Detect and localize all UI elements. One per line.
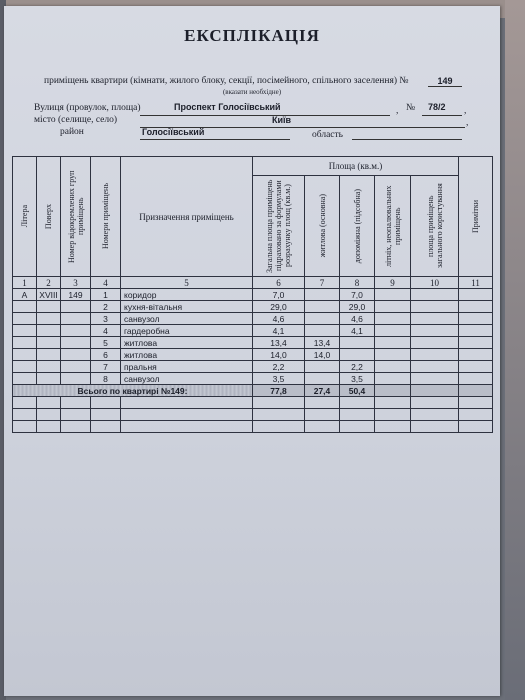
table-row	[13, 349, 493, 361]
cell-no: 6	[91, 349, 121, 361]
cell-purpose: коридор	[121, 289, 253, 301]
column-number-row	[13, 277, 493, 289]
cell-living	[305, 301, 340, 313]
table-row	[13, 337, 493, 349]
cell-empty	[459, 373, 493, 385]
cell-purpose: житлова	[121, 337, 253, 349]
cell-floor	[37, 337, 61, 349]
table-row	[13, 325, 493, 337]
column-header-purpose: Призначення приміщень	[121, 157, 253, 277]
cell-purpose: пральня	[121, 361, 253, 373]
cell-no: 5	[91, 337, 121, 349]
cell-group	[61, 349, 91, 361]
region-label: область	[312, 130, 344, 140]
cell-litera	[13, 337, 37, 349]
column-header-common: площа приміщень загального користування	[411, 176, 459, 277]
cell-no: 8	[91, 373, 121, 385]
table-row	[13, 301, 493, 313]
empty-row	[13, 409, 493, 421]
total-living: 27,4	[305, 385, 340, 397]
column-header-room-number: Номери приміщень	[91, 157, 121, 277]
street-value: Проспект Голосіївський	[174, 102, 281, 112]
cell-no: 4	[91, 325, 121, 337]
column-number: 6	[253, 277, 305, 289]
cell-litera	[13, 373, 37, 385]
street-underline	[140, 115, 390, 116]
column-header-summer: літніх, неопалювальних приміщень	[375, 176, 411, 277]
column-header-auxiliary: допоміжна (підсобна)	[340, 176, 375, 277]
cell-floor	[37, 301, 61, 313]
region-underline	[352, 139, 462, 140]
street-label: Вулиця (провулок, площа)	[34, 103, 141, 113]
empty-row	[13, 397, 493, 409]
cell-floor	[37, 349, 61, 361]
cell-empty	[411, 289, 459, 301]
city-value: Київ	[272, 115, 292, 125]
cell-empty	[459, 289, 493, 301]
cell-aux: 3,5	[340, 373, 375, 385]
district-underline	[140, 139, 290, 140]
table-row	[13, 289, 493, 301]
cell-purpose: гардеробна	[121, 325, 253, 337]
cell-group	[61, 361, 91, 373]
cell-aux: 4,6	[340, 313, 375, 325]
cell-empty	[411, 313, 459, 325]
cell-floor: XVIII	[37, 289, 61, 301]
cell-no: 3	[91, 313, 121, 325]
cell-litera	[13, 301, 37, 313]
cell-litera: А	[13, 289, 37, 301]
total-label: Всього по квартирі №149:	[13, 385, 253, 397]
cell-living	[305, 361, 340, 373]
cell-litera	[13, 349, 37, 361]
cell-no: 7	[91, 361, 121, 373]
cell-empty	[375, 373, 411, 385]
cell-empty	[411, 349, 459, 361]
cell-aux: 29,0	[340, 301, 375, 313]
column-number: 7	[305, 277, 340, 289]
building-underline	[422, 115, 462, 116]
document-title: ЕКСПЛІКАЦІЯ	[184, 26, 320, 45]
cell-empty	[411, 361, 459, 373]
column-number: 1	[13, 277, 37, 289]
column-number: 5	[121, 277, 253, 289]
cell-empty	[459, 301, 493, 313]
column-number: 8	[340, 277, 375, 289]
cell-group	[61, 325, 91, 337]
cell-empty	[459, 325, 493, 337]
cell-floor	[37, 361, 61, 373]
cell-litera	[13, 313, 37, 325]
table-row	[13, 361, 493, 373]
cell-aux	[340, 337, 375, 349]
cell-empty	[459, 361, 493, 373]
cell-group	[61, 337, 91, 349]
premises-line: приміщень квартири (кімнати, жилого блоку, секції, посімейного, спільного заселення) №	[44, 76, 409, 86]
cell-living: 13,4	[305, 337, 340, 349]
cell-total: 14,0	[253, 349, 305, 361]
cell-empty	[375, 289, 411, 301]
cell-aux: 4,1	[340, 325, 375, 337]
explication-table	[12, 156, 493, 433]
table-row	[13, 373, 493, 385]
cell-group	[61, 313, 91, 325]
cell-empty	[375, 337, 411, 349]
cell-floor	[37, 373, 61, 385]
cell-purpose: кухня-вітальня	[121, 301, 253, 313]
cell-aux	[340, 349, 375, 361]
cell-no: 2	[91, 301, 121, 313]
column-number: 2	[37, 277, 61, 289]
cell-total: 7,0	[253, 289, 305, 301]
cell-no: 1	[91, 289, 121, 301]
empty-row	[13, 421, 493, 433]
cell-total: 3,5	[253, 373, 305, 385]
cell-purpose: санвузол	[121, 373, 253, 385]
column-header-litera: Літера	[13, 157, 37, 277]
cell-empty	[411, 301, 459, 313]
cell-total: 4,6	[253, 313, 305, 325]
table-row	[13, 313, 493, 325]
hint-text: (вказати необхідне)	[222, 88, 282, 96]
cell-group	[61, 301, 91, 313]
cell-total: 4,1	[253, 325, 305, 337]
column-header-floor: Поверх	[37, 157, 61, 277]
cell-empty	[375, 301, 411, 313]
column-header-living: житлова (основна)	[305, 176, 340, 277]
cell-empty	[375, 313, 411, 325]
cell-floor	[37, 313, 61, 325]
cell-living	[305, 325, 340, 337]
apartment-number: 149	[428, 76, 462, 87]
area-group-header: Площа (кв.м.)	[253, 157, 459, 176]
district-value: Голосіївський	[142, 127, 205, 137]
cell-living	[305, 313, 340, 325]
cell-group	[61, 373, 91, 385]
cell-litera	[13, 361, 37, 373]
cell-empty	[459, 337, 493, 349]
cell-purpose: санвузол	[121, 313, 253, 325]
cell-total: 29,0	[253, 301, 305, 313]
cell-empty	[375, 325, 411, 337]
cell-empty	[375, 361, 411, 373]
cell-empty	[459, 349, 493, 361]
cell-empty	[375, 349, 411, 361]
district-label: район	[60, 127, 84, 137]
building-label: №	[406, 103, 416, 113]
column-header-total-area: Загальна площа приміщень підраховано за формулами розрахунку площ (кв.м.)	[253, 176, 305, 277]
column-number: 3	[61, 277, 91, 289]
cell-empty	[411, 337, 459, 349]
cell-living	[305, 289, 340, 301]
building-value: 78/2	[428, 102, 446, 112]
column-number: 4	[91, 277, 121, 289]
document-page: ЕКСПЛІКАЦІЯ приміщень квартири (кімнати, жилого блоку, секції, посімейного, спільного заселення) № 149 (вказати необхідне) Вулиця (провулок, площа) Проспект Голосіївський , № 78/2 , місто (селище, село) Київ , район Голосіївський область Літера Поверх Номер відокремлених груп приміщень Номери приміщень Призначення приміщень Площа (кв.м.) Примітки Загальна площа приміщень підраховано за формулами розрахунку площ (кв.м.) житлова (основна) допоміжна (підсобна) літніх, неопалювальних приміщень площа приміщень загального користування 1 2 3 4 5 6 7 8 9 10 11 А XVIII 149 1 коридор 7,0 7,0 2 кухня-вітальня 29,0 29,0 3 санвузол 4,6 4,6 4 гардеробна 4,1 4,1 5 житлова 13,4 13,4 6 житлова 14,0 14,0 7 пральня 2,2 2,2 8 санвузол 3,5 3,5 Всього по квартирі №149: 77,8 27,4 50,4	[4, 6, 500, 696]
total-row	[13, 385, 493, 397]
column-number: 11	[459, 277, 493, 289]
cell-litera	[13, 325, 37, 337]
cell-purpose: житлова	[121, 349, 253, 361]
cell-empty	[459, 313, 493, 325]
column-header-group: Номер відокремлених груп приміщень	[61, 157, 91, 277]
cell-empty	[411, 325, 459, 337]
cell-living: 14,0	[305, 349, 340, 361]
column-number: 10	[411, 277, 459, 289]
column-header-notes: Примітки	[459, 157, 493, 277]
total-area: 77,8	[253, 385, 305, 397]
header-row-top	[13, 157, 493, 176]
city-label: місто (селище, село)	[34, 115, 118, 125]
cell-floor	[37, 325, 61, 337]
cell-total: 13,4	[253, 337, 305, 349]
cell-empty	[411, 373, 459, 385]
column-number: 9	[375, 277, 411, 289]
cell-living	[305, 373, 340, 385]
cell-aux: 7,0	[340, 289, 375, 301]
cell-aux: 2,2	[340, 361, 375, 373]
cell-group: 149	[61, 289, 91, 301]
background-right	[505, 0, 525, 700]
cell-total: 2,2	[253, 361, 305, 373]
total-auxiliary: 50,4	[340, 385, 375, 397]
